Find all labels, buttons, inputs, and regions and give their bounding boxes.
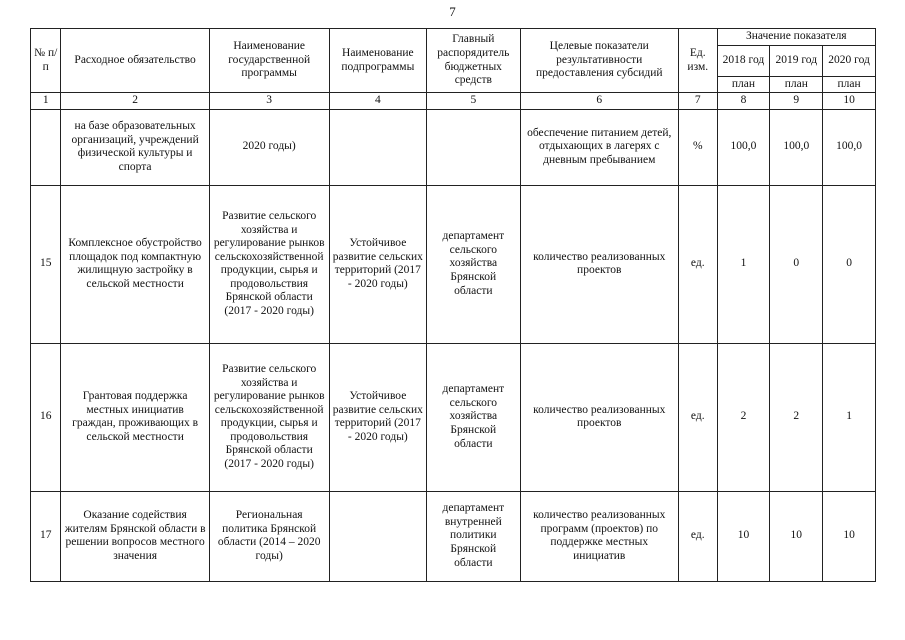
column-number: 5 (427, 93, 520, 110)
row-subprogram (329, 109, 427, 185)
header-program: Наименование государственной программы (209, 29, 329, 93)
table-row (31, 185, 876, 343)
row-unit: ед. (678, 185, 717, 343)
header-plan-2018: план (717, 76, 770, 93)
header-plan-2020: план (823, 76, 876, 93)
row-value-2020: 0 (823, 185, 876, 343)
row-indicator: количество реализованных проектов (520, 185, 678, 343)
row-value-2018: 1 (717, 185, 770, 343)
header-value-group: Значение показателя (717, 29, 875, 46)
row-manager: департамент сельского хозяйства Брянской области (427, 343, 520, 491)
row-obligation: Комплексное обустройство площадок под компактную жилищную застройку в сельской местности (61, 185, 209, 343)
row-obligation: на базе образовательных организаций, учреждений физической культуры и спорта (61, 109, 209, 185)
row-num (31, 109, 61, 185)
column-number: 6 (520, 93, 678, 110)
row-value-2020: 1 (823, 343, 876, 491)
header-obligation: Расходное обязательство (61, 29, 209, 93)
row-value-2020: 100,0 (823, 109, 876, 185)
row-value-2018: 2 (717, 343, 770, 491)
row-subprogram (329, 491, 427, 581)
row-num: 17 (31, 491, 61, 581)
column-number: 3 (209, 93, 329, 110)
row-num: 15 (31, 185, 61, 343)
header-manager: Главный распорядитель бюджетных средств (427, 29, 520, 93)
row-num: 16 (31, 343, 61, 491)
table-row (31, 109, 876, 185)
column-number: 9 (770, 93, 823, 110)
row-subprogram: Устойчивое развитие сельских территорий (2017 - 2020 годы) (329, 185, 427, 343)
column-number: 7 (678, 93, 717, 110)
header-num: № п/п (31, 29, 61, 93)
row-value-2018: 10 (717, 491, 770, 581)
header-indicators: Целевые показатели результативности предоставления субсидий (520, 29, 678, 93)
row-program: 2020 годы) (209, 109, 329, 185)
row-obligation: Грантовая поддержка местных инициатив граждан, проживающих в сельской местности (61, 343, 209, 491)
row-program: Развитие сельского хозяйства и регулирование рынков сельскохозяйственной продукции, сырья и продовольствия Брянской области (2017 - 2020 годы) (209, 185, 329, 343)
row-indicator: количество реализованных проектов (520, 343, 678, 491)
row-manager (427, 109, 520, 185)
header-unit: Ед. изм. (678, 29, 717, 93)
row-value-2020: 10 (823, 491, 876, 581)
row-value-2019: 2 (770, 343, 823, 491)
row-value-2019: 10 (770, 491, 823, 581)
header-year-2018: 2018 год (717, 45, 770, 76)
row-unit: ед. (678, 491, 717, 581)
column-number: 2 (61, 93, 209, 110)
row-program: Развитие сельского хозяйства и регулирование рынков сельскохозяйственной продукции, сырья и продовольствия Брянской области (2017 - 2020 годы) (209, 343, 329, 491)
column-number: 8 (717, 93, 770, 110)
header-subprogram: Наименование подпрограммы (329, 29, 427, 93)
page-number: 7 (449, 4, 456, 19)
header-year-2019: 2019 год (770, 45, 823, 76)
indicators-table (30, 28, 876, 582)
table-row (31, 343, 876, 491)
row-value-2019: 100,0 (770, 109, 823, 185)
table-row (31, 491, 876, 581)
row-manager: департамент сельского хозяйства Брянской области (427, 185, 520, 343)
row-program: Региональная политика Брянской области (2014 – 2020 годы) (209, 491, 329, 581)
header-year-2020: 2020 год (823, 45, 876, 76)
row-manager: департамент внутренней политики Брянской области (427, 491, 520, 581)
row-indicator: обеспечение питанием детей, отдыхающих в лагерях с дневным пребыванием (520, 109, 678, 185)
row-value-2018: 100,0 (717, 109, 770, 185)
column-number: 10 (823, 93, 876, 110)
column-number: 1 (31, 93, 61, 110)
row-unit: ед. (678, 343, 717, 491)
column-number: 4 (329, 93, 427, 110)
row-value-2019: 0 (770, 185, 823, 343)
row-obligation: Оказание содействия жителям Брянской области в решении вопросов местного значения (61, 491, 209, 581)
row-subprogram: Устойчивое развитие сельских территорий (2017 - 2020 годы) (329, 343, 427, 491)
row-indicator: количество реализованных программ (проектов) по поддержке местных инициатив (520, 491, 678, 581)
header-plan-2019: план (770, 76, 823, 93)
row-unit: % (678, 109, 717, 185)
